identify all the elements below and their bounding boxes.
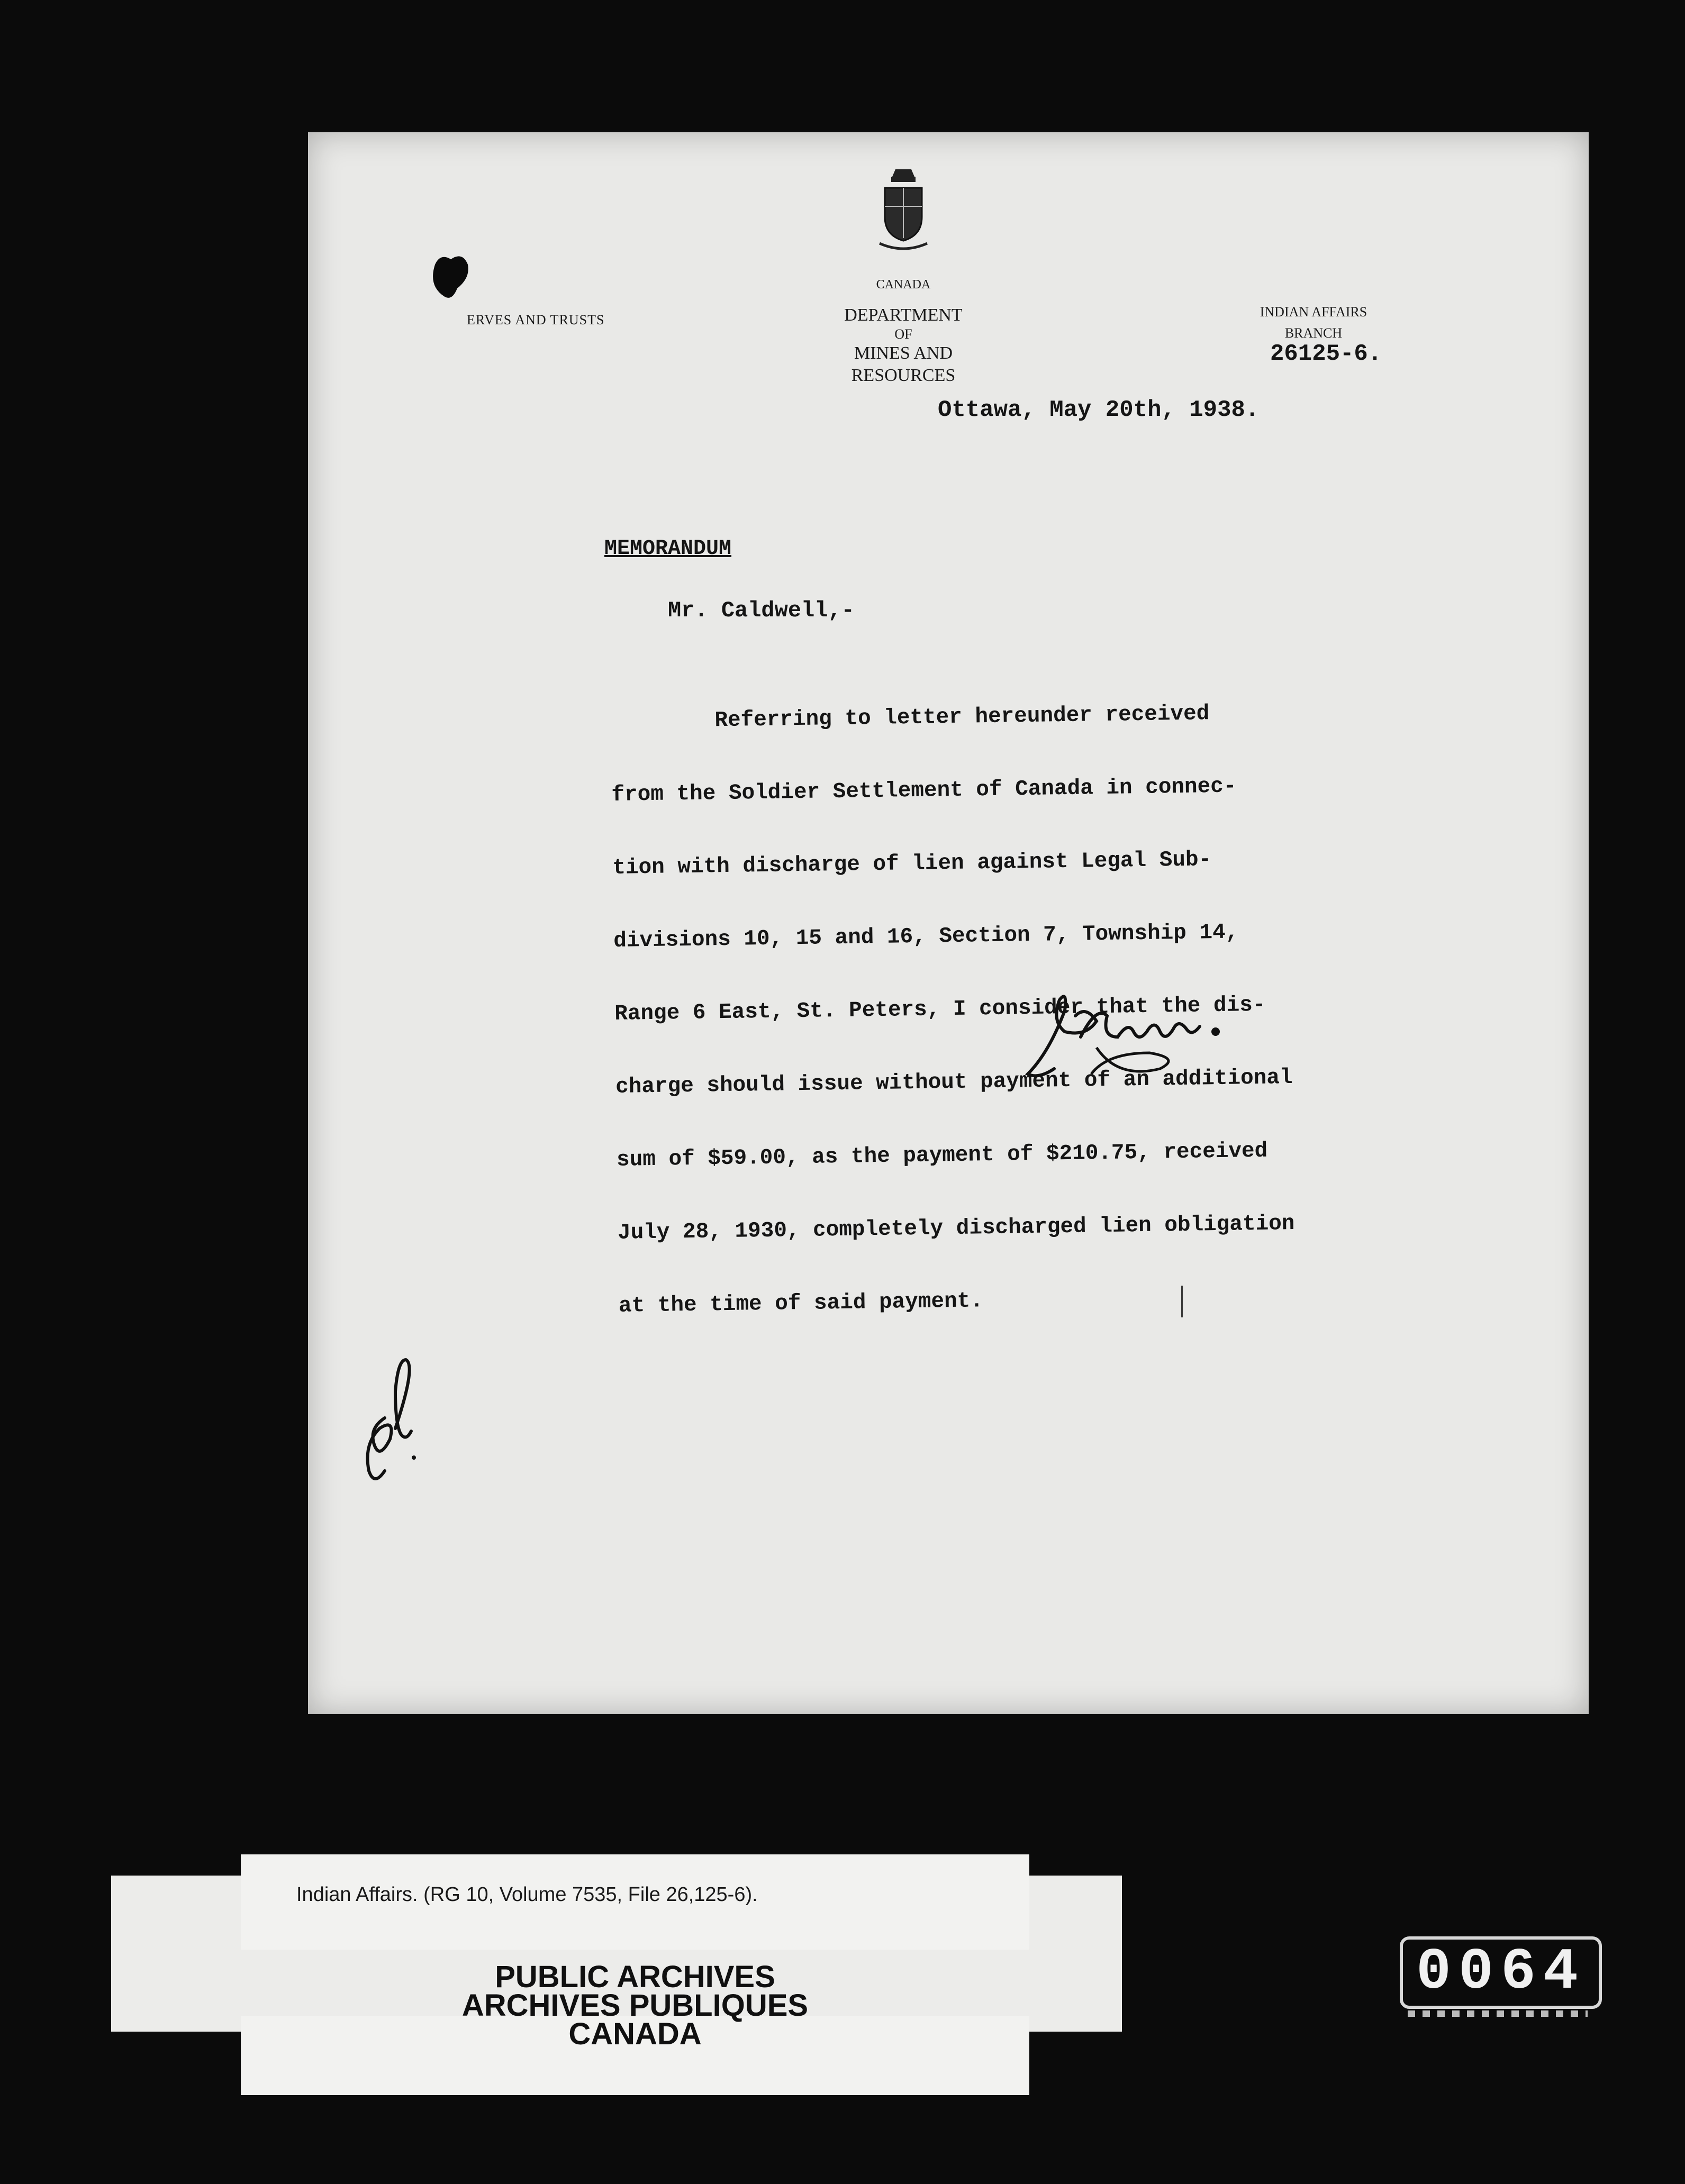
body-line: divisions 10, 15 and 16, Section 7, Township 14, xyxy=(613,920,1239,953)
letterhead-country: CANADA xyxy=(876,278,931,292)
branch-line: BRANCH xyxy=(1284,325,1343,341)
department-line: OF xyxy=(894,326,912,342)
letterhead-department xyxy=(800,304,1007,387)
stamp-line: ARCHIVES PUBLIQUES xyxy=(461,1988,809,2023)
file-number: 26125-6. xyxy=(1270,341,1382,367)
body-line: Referring to letter hereunder received xyxy=(610,702,1210,734)
frame-counter: 0064 xyxy=(1400,1936,1602,2009)
body-line: at the time of said payment. xyxy=(618,1289,984,1318)
counter-ticks xyxy=(1408,2010,1588,2017)
archive-stamp xyxy=(402,1960,868,2051)
initials-icon xyxy=(353,1354,422,1497)
body-line: from the Soldier Settlement of Canada in connec- xyxy=(611,774,1237,807)
stray-mark xyxy=(1181,1286,1183,1317)
body-line: July 28, 1930, completely discharged lien obligation xyxy=(617,1212,1295,1245)
memo-document xyxy=(308,132,1589,1714)
branch-line: INDIAN AFFAIRS xyxy=(1260,304,1367,320)
body-line: sum of $59.00, as the payment of $210.75, received xyxy=(616,1139,1268,1172)
torn-paper-hole-icon xyxy=(430,254,472,304)
body-line: charge should issue without payment of an additional xyxy=(615,1066,1293,1099)
letterhead-branch xyxy=(1224,302,1403,344)
stamp-line: PUBLIC ARCHIVES xyxy=(495,1960,775,1994)
salutation: Mr. Caldwell,- xyxy=(668,598,855,623)
body-line: tion with discharge of lien against Legal Sub- xyxy=(612,848,1212,880)
coat-of-arms-icon xyxy=(874,164,932,254)
stamp-line: CANADA xyxy=(568,2017,702,2051)
dateline: Ottawa, May 20th, 1938. xyxy=(938,397,1260,423)
memo-heading: MEMORANDUM xyxy=(604,537,732,561)
letterhead-left-fragment: ERVES AND TRUSTS xyxy=(467,312,605,327)
department-line: DEPARTMENT xyxy=(844,305,963,325)
body-line: Range 6 East, St. Peters, I consider that the dis- xyxy=(614,993,1266,1026)
department-line: MINES AND RESOURCES xyxy=(851,343,956,385)
archive-reference: Indian Affairs. (RG 10, Volume 7535, File 26,125-6). xyxy=(296,1883,758,1906)
signature-icon xyxy=(1017,958,1229,1106)
